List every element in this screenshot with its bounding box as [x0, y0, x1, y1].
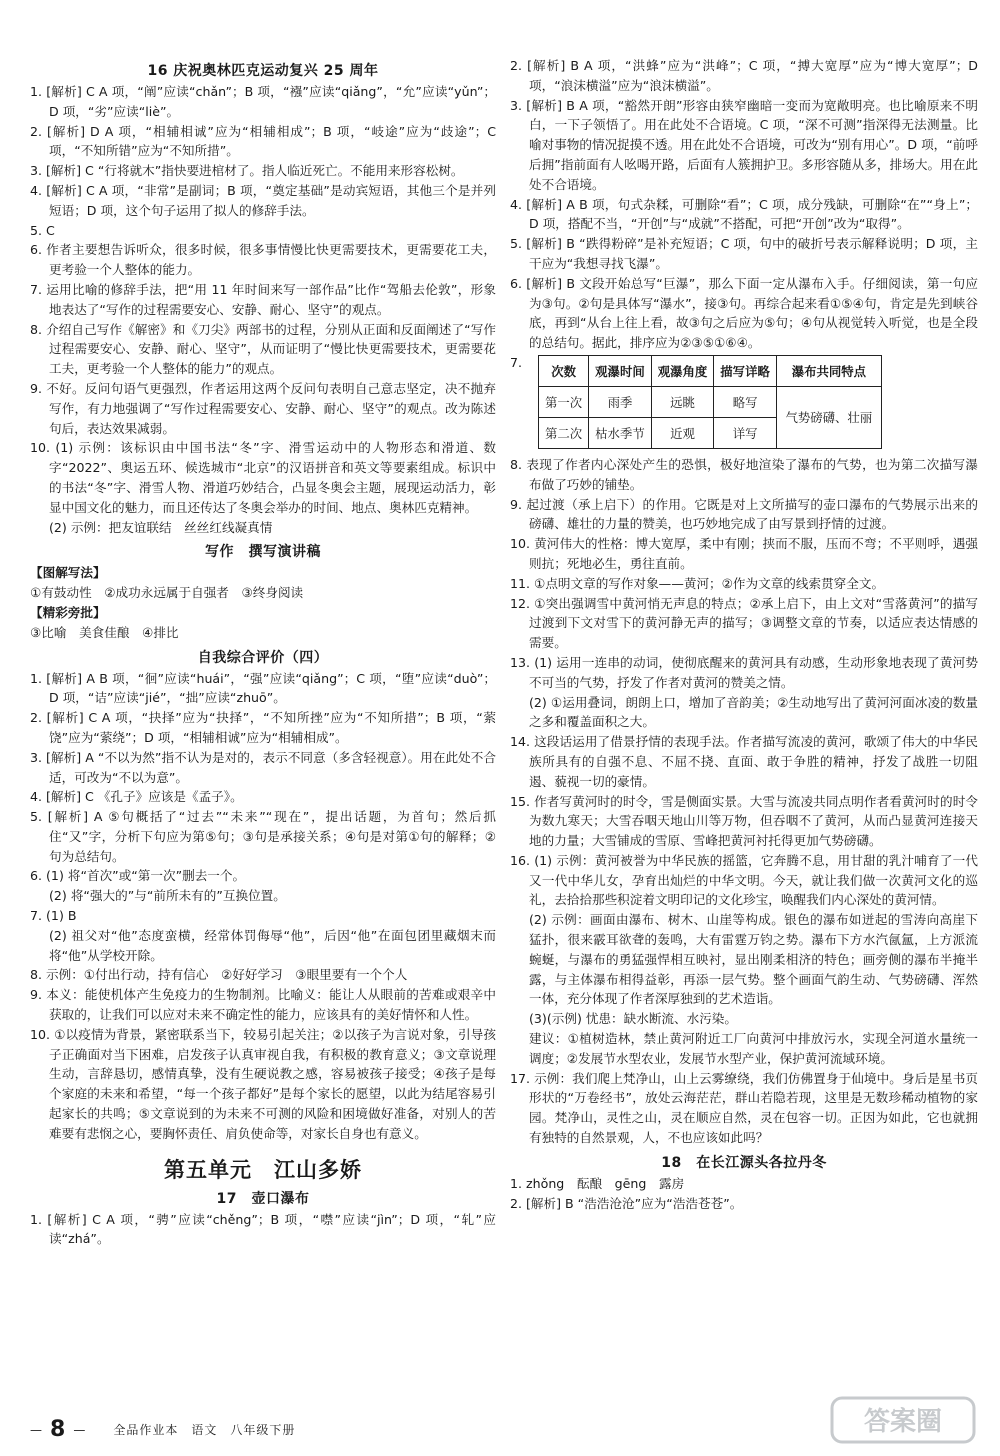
eval-item-6-sub: (2) 将“强大的”与“前所未有的”互换位置。 — [49, 888, 286, 904]
l16-item-8: 8. 介绍自己写作《解密》和《刀尖》两部书的过程，分别从正面和反面阐述了“写作过程需要安心、安静、耐心、坚守”，从而证明了“慢比快更需要技术，更需要花工夫，更考验一个人整体的能力”的观点。 — [30, 321, 496, 377]
eval-item-1: 1. [解析] A B 项，“徊”应读“huái”，“强”应读“qiǎng”；C 项，“堕”应读“duò”；D 项，“诘”应读“jié”，“拙”应读“zhuō”。 — [30, 670, 496, 706]
l17-item-16-sub2: (2) 示例：画面由瀑布、树木、山崖等构成。银色的瀑布如迸起的雪涛向高崖下猛扑，很来霰耳欲聋的轰鸣，大有雷霆万钧之势。瀑布下方水汽氤氲，上方派流蜿蜒，与瀑布的勇猛强悍相互映衬，显出刚柔相济的特色；画旁侧的瀑布半掩半露，与主体瀑布相得益彰，再添一层气势。整个画面气韵生动、气势磅礴、浑然一体，充分体现了作者深厚独到的艺术造诣。 — [529, 912, 978, 1007]
l16-item-3: 3. [解析] C “行将就木”指快要进棺材了。指人临近死亡。不能用来形容松树。 — [30, 163, 464, 179]
diagram-text: ①有鼓动性 ②成功永远属于自强者 ③终身阅读 — [30, 585, 304, 601]
comment-heading: 【精彩旁批】 — [30, 604, 106, 620]
table-header-cell: 次数 — [539, 355, 589, 386]
eval-item-10: 10. ①以疫情为背景，紧密联系当下，较易引起关注；②以孩子为言说对象，引导孩子正确面对当下困难，启发孩子认真审视自我，有积极的教育意义；③文章说理生动，言辞恳切，感情真挚，没有生硬说教之感，容易被孩子接受；④孩子是每个家庭的未来和希望，“每一个孩子都好”是每个家长的愿望，以此为结尾容易引起家长的共鸣；⑤文章说到的为未来不可测的风险和困境做好准备，对别人的苦难要有悲悯之心，要胸怀责任、肩负使命等，对家长自身也有意义。 — [30, 1026, 496, 1141]
lesson-16-title: 16 庆祝奥林匹克运动复兴 25 周年 — [147, 63, 379, 79]
table-header-cell: 描写详略 — [714, 355, 777, 386]
l17-item-16: 16. (1) 示例：黄河被誉为中华民族的摇篮，它奔腾不息，用甘甜的乳汁哺育了一代又一代中华儿女，孕育出灿烂的中华文明。今天，就让我们做一次黄河文化的巡礼，去拾拾那些积淀着文明印记的文化珍宝，唤醒我们内心深处的黄河情。 — [510, 852, 978, 908]
footer-dash-icon: — — [73, 1422, 86, 1437]
l17-item-12: 12. ①突出强调雪中黄河悄无声息的特点；②承上启下，由上文对“雪落黄河”的描写过渡到下文对雪下的黄河静无声的描写；③调整文章的节奏，以适应表达情感的需要。 — [510, 595, 978, 651]
page-number: 8 — [50, 1417, 66, 1442]
l16-item-1: 1. [解析] C A 项，“阐”应读“chǎn”；B 项，“襁”应读“qiǎng”，“允”应读“yǔn”；D 项，“劣”应读“liè”。 — [30, 84, 496, 119]
l16-item-7: 7. 运用比喻的修辞手法，把“用 11 年时间来写一部作品”比作“驾船去伦敦”，形象地表达了“写作的过程需要安心、安静、耐心、坚守”的观点。 — [30, 281, 496, 317]
diagram-heading: 【图解写法】 — [30, 565, 106, 581]
l16-item-2: 2. [解析] D A 项，“相辅相诚”应为“相辅相成”；B 项，“岐途”应为“歧途”；C 项，“不知所错”应为“不知所措”。 — [30, 123, 496, 159]
eval-item-8: 8. 示例：①付出行动，持有信心 ②好好学习 ③眼里要有一个个人 — [30, 967, 408, 983]
table-label: 7. — [510, 354, 523, 370]
footer-dash-icon: — — [30, 1422, 42, 1437]
page-footer — [30, 1417, 295, 1442]
eval-item-7-sub: (2) 祖父对“他”态度蛮横，经常体罚侮辱“他”，后因“他”在面包团里藏烟末而将“他”从学校开除。 — [49, 927, 496, 963]
lesson-17-title: 17 壶口瀑布 — [216, 1190, 310, 1207]
table-header-cell: 观瀑角度 — [651, 355, 714, 386]
unit-5-title: 第五单元 江山多娇 — [164, 1157, 362, 1182]
l17-item-14: 14. 这段话运用了借景抒情的表现手法。作者描写流凌的黄河，歌颂了伟大的中华民族所具有的自强不息、不屈不挠、直面、敢于争胜的精神，抒发了战胜一切阻遏、藐视一切的豪情。 — [510, 734, 978, 789]
lesson-18-title: 18 在长江源头各拉丹冬 — [661, 1154, 827, 1171]
l16-item-4: 4. [解析] C A 项，“非常”是副词；B 项，“奠定基础”是动宾短语，其他三个是并列短语；D 项，这个句子运用了拟人的修辞手法。 — [30, 182, 496, 218]
table-cell: 第二次 — [539, 417, 589, 448]
watermark-logo-icon — [828, 1392, 978, 1452]
table-cell: 略写 — [714, 386, 777, 417]
watermark-text: 答案圈 — [863, 1407, 943, 1437]
right-column — [510, 56, 978, 1396]
left-column — [30, 56, 496, 1396]
table-cell: 近观 — [651, 417, 714, 448]
l17-item-8: 8. 表现了作者内心深处产生的恐惧，极好地渲染了瀑布的气势，也为第二次描写瀑布做了巧妙的铺垫。 — [510, 456, 978, 492]
table-header-cell: 观瀑时间 — [589, 355, 652, 386]
table-cell: 远眺 — [651, 386, 714, 417]
l17-item-6: 6. [解析] B 文段开始总写“巨瀑”，那么下面一定从瀑布入手。仔细阅读，第一句应为③句。②句是具体写“瀑水”，接③句。再综合起来看①⑤④句，肯定是先到峡谷底，再到“从台上往上看，故③句之后应为⑤句；④句从视觉转入听觉，也是全段的总结句。据此，排序应为②③⑤①⑥④。 — [510, 275, 978, 351]
observation-table — [538, 355, 882, 449]
table-cell: 详写 — [714, 417, 777, 448]
eval-item-9: 9. 本义：能使机体产生免疫力的生物制剂。比喻义：能让人从眼前的苦难或艰辛中获取的，让我们可以应对未来不确定性的能力，应该具有的美好情怀和人性。 — [30, 987, 496, 1023]
l17-item-1: 1. [解析] C A 项，“骋”应读“chěng”；B 项，“噤”应读“jìn”；D 项，“轧”应读“zhá”。 — [30, 1211, 496, 1247]
l17-item-4: 4. [解析] A B 项，句式杂糅，可删除“看”；C 项，成分残缺，可删除“在”“身上”；D 项，搭配不当，“开创”与“成就”不搭配，可把“开创”改为“取得”。 — [510, 196, 978, 232]
l17-item-10: 10. 黄河伟大的性格：博大宽厚，柔中有刚；挟而不服，压而不弯；不平则呼，遇强则抗；死地必生，勇往直前。 — [510, 536, 978, 571]
eval-item-4: 4. [解析] C 《孔子》应该是《孟子》。 — [30, 789, 243, 805]
eval-item-2: 2. [解析] C A 项，“抉择”应为“抉择”，“不知所挫”应为“不知所措”；B 项，“萦饶”应为“萦绕”；D 项，“相辅相诚”应为“相辅相成”。 — [30, 710, 496, 745]
table-cell: 雨季 — [589, 386, 652, 417]
l17-item-15: 15. 作者写黄河时的时令，雪是侧面实景。大雪与流凌共同点明作者看黄河时的时令为数九寒天；大雪吞咽天地山川等万物，但吞咽不了黄河，从而凸显黄河连接天地的力量；大雪铺成的雪原、雪峰把黄河衬托得更加气势磅礴。 — [510, 793, 978, 849]
eval-item-5: 5. [解析] A ⑤句概括了“过去”“未来”“现在”，提出话题，为首句；然后抓住“又”字，分析下句应为第⑤句；③句是承接关系；④句是对第①句的解释；②句为总结句。 — [30, 809, 496, 864]
table-header-row — [539, 355, 882, 386]
table-row — [539, 386, 882, 417]
eval-item-3: 3. [解析] A “不以为然”指不认为是对的，表示不同意（多含轻视意）。用在此处不合适，可改为“不以为意”。 — [30, 749, 496, 785]
book-title: 全品作业本 语文 八年级下册 — [113, 1423, 296, 1437]
eval-item-6: 6. (1) 将“首次”或“第一次”删去一个。 — [30, 868, 246, 884]
answer-page — [30, 56, 978, 1396]
self-eval-title: 自我综合评价（四） — [197, 649, 329, 666]
comment-text: ③比喻 美食佳酿 ④排比 — [30, 624, 179, 640]
l16-item-6: 6. 作者主要想告诉听众，很多时候，很多事情慢比快更需要技术，更需要花工夫，更考验一个人整体的能力。 — [30, 242, 496, 278]
l17-item-9: 9. 起过渡（承上启下）的作用。它既是对上文所描写的壶口瀑布的气势展示出来的磅礴、雄壮的力量的赞美，也巧妙地完成了由写景到抒情的过渡。 — [510, 496, 978, 532]
l16-item-10-sub: (2) 示例：把友谊联结 丝丝红线凝真情 — [49, 519, 273, 535]
eval-item-7: 7. (1) B — [30, 908, 77, 924]
l17-item-2: 2. [解析] B A 项，“洪蜂”应为“洪峰”；C 项，“搏大宽厚”应为“博大宽厚”；D 项，“浪沫横溢”应为“浪沫横溢”。 — [510, 58, 978, 93]
table-header-cell: 瀑布共同特点 — [776, 355, 881, 386]
l17-item-11: 11. ①点明文章的写作对象——黄河；②作为文章的线索贯穿全文。 — [510, 575, 885, 591]
l17-item-13-sub: (2) ①运用叠词，朗朗上口，增加了音韵美；②生动地写出了黄河河面冰凌的数量之多和覆盖面积之大。 — [529, 694, 978, 730]
l17-item-13: 13. (1) 运用一连串的动词，使彻底醒来的黄河具有动感，生动形象地表现了黄河势不可当的气势，抒发了作者对黄河的赞美之情。 — [510, 654, 978, 690]
l17-item-17: 17. 示例：我们爬上梵净山，山上云雾缭绕，我们仿佛置身于仙境中。身后是星书页形状的“万卷经书”，放处云海茫茫，群山若隐若现，这里是无数珍稀动植物的家园。梵净山，灵性之山，灵在顺应自然，灵在包容一切。正因为如此，它也就拥有独特的自然景观，人，不也应该如此吗？ — [510, 1070, 978, 1146]
l17-item-7 — [510, 353, 978, 455]
l17-item-3: 3. [解析] B A 项，“豁然开朗”形容由狭窄幽暗一变而为宽敞明亮。也比喻原来不明白，一下子领悟了。用在此处不合语境。C 项，“深不可测”指深得无法测量。比喻对事物的情况捉摸不透。用在此处不合语境，可改为“别有用心”。D 项，“前呼后拥”指前面有人吆喝开路，后面有人簇拥护卫。多形容随从多，排场大。用在此处不合语境。 — [510, 97, 978, 192]
l17-item-5: 5. [解析] B “跌得粉碎”是补充短语；C 项，句中的破折号表示解释说明；D 项，主干应为“我想寻找飞瀑”。 — [510, 236, 978, 271]
writing-title: 写作 撰写演讲稿 — [205, 544, 321, 561]
l16-item-9: 9. 不好。反问句语气更强烈，作者运用这两个反问句表明自己意志坚定，决不抛弃写作，有力地强调了“写作过程需要安心、安静、耐心、坚守”的观点。改为陈述句后，表达效果减弱。 — [30, 380, 496, 436]
l18-item-2: 2. [解析] B “浩浩沧沧”应为“浩浩苍苍”。 — [510, 1195, 743, 1211]
l16-item-5: 5. C — [30, 222, 55, 238]
table-cell: 第一次 — [539, 386, 589, 417]
table-cell-common: 气势磅礴、壮丽 — [776, 386, 881, 448]
l17-item-16-sub3: (3)(示例) 忧患：缺水断流、水污染。 — [529, 1011, 737, 1027]
table-cell: 枯水季节 — [589, 417, 652, 448]
l16-item-10: 10. (1) 示例：该标识由中国书法“冬”字、滑雪运动中的人物形态和滑道、数字“2022”、奥运五环、候选城市“北京”的汉语拼音和英文等要素组成。标识中的书法“冬”字、滑雪人物、滑道巧妙结合，凸显冬奥会主题，展现运动活力，彰显中国文化的魅力，而且还传达了冬奥会举办的时间、地点、奥林匹克精神。 — [30, 440, 496, 515]
l18-item-1: 1. zhǒng 酝酿 gēng 露房 — [510, 1175, 685, 1191]
l17-item-16-sub3b: 建议：①植树造林，禁止黄河附近工厂向黄河中排放污水，实现全河道水量统一调度；②发展节水型农业，发展节水型产业，保护黄河流域环境。 — [529, 1031, 978, 1066]
